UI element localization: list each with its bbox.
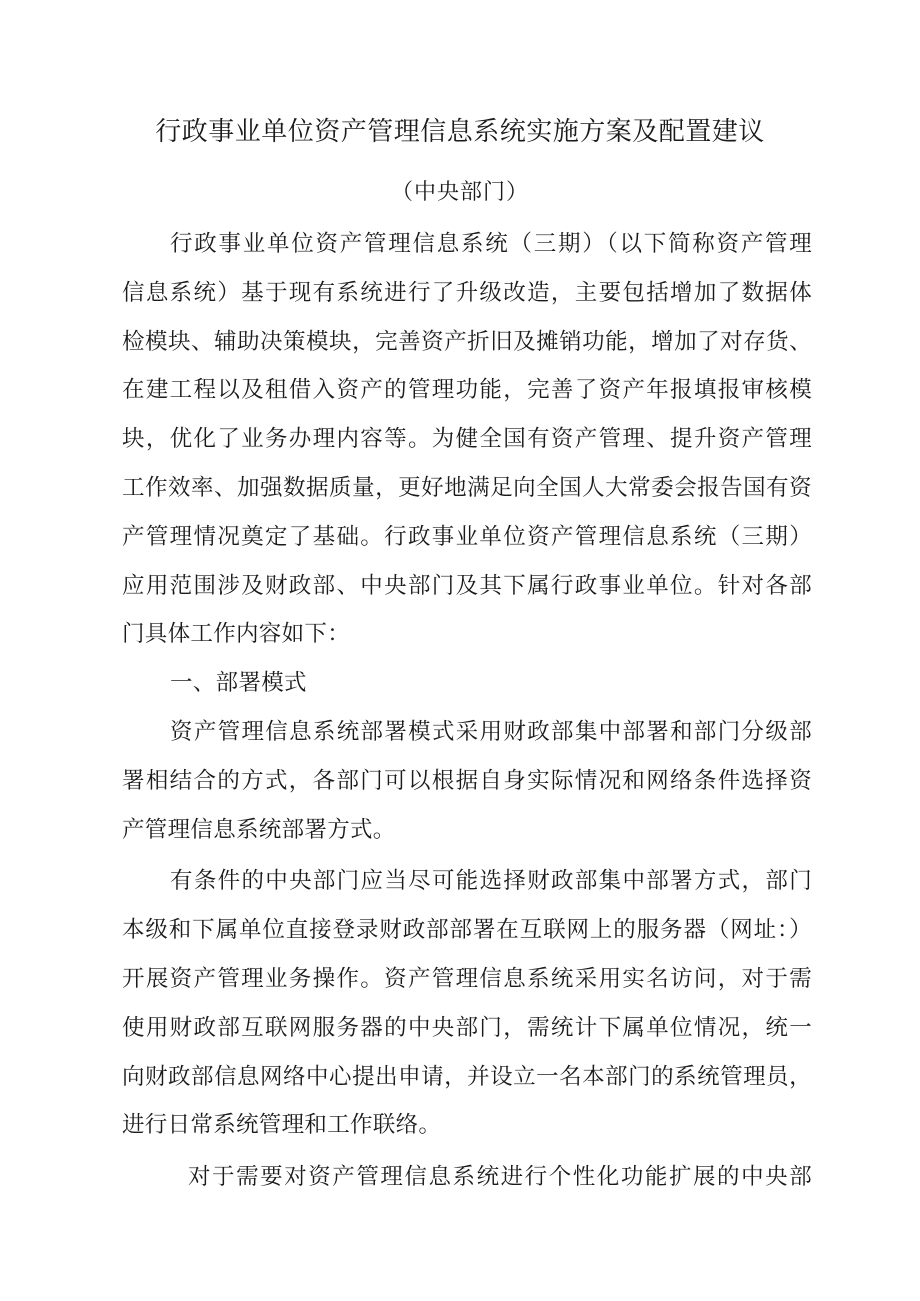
paragraph-line: 产管理情况奠定了基础。行政事业单位资产管理信息系统（三期） — [122, 523, 812, 550]
paragraph-line: 检模块、辅助决策模块，完善资产折旧及摊销功能，增加了对存货、 — [122, 328, 812, 355]
paragraph-line: 资产管理信息系统部署模式采用财政部集中部署和部门分级部 — [170, 718, 812, 745]
document-title: 行政事业单位资产管理信息系统实施方案及配置建议 — [155, 117, 765, 147]
paragraph-line: 行政事业单位资产管理信息系统（三期）（以下简称资产管理 — [170, 231, 812, 257]
paragraph-line: 使用财政部互联网服务器的中央部门，需统计下属单位情况，统一 — [122, 1014, 812, 1041]
paragraph-line: 工作效率、加强数据质量，更好地满足向全国人大常委会报告国有资 — [122, 474, 812, 501]
paragraph-line: 在建工程以及租借入资产的管理功能，完善了资产年报填报审核模 — [122, 377, 812, 404]
paragraph-line: 本级和下属单位直接登录财政部部署在互联网上的服务器（网址：） — [122, 917, 812, 944]
paragraph-line: 门具体工作内容如下： — [122, 621, 351, 648]
paragraph-line: 有条件的中央部门应当尽可能选择财政部集中部署方式，部门 — [170, 868, 812, 895]
paragraph-line: 块，优化了业务办理内容等。为健全国有资产管理、提升资产管理 — [122, 426, 812, 453]
paragraph-line: 对于需要对资产管理信息系统进行个性化功能扩展的中央部 — [188, 1164, 812, 1191]
paragraph-line: 开展资产管理业务操作。资产管理信息系统采用实名访问，对于需 — [122, 965, 812, 992]
paragraph-line: 信息系统）基于现有系统进行了升级改造，主要包括增加了数据体 — [122, 279, 812, 306]
document-subtitle: （中央部门） — [390, 180, 529, 205]
paragraph-line: 产管理信息系统部署方式。 — [122, 816, 396, 843]
section-heading: 一、部署模式 — [170, 670, 307, 697]
paragraph-line: 署相结合的方式，各部门可以根据自身实际情况和网络条件选择资 — [122, 767, 812, 794]
paragraph-line: 向财政部信息网络中心提出申请，并设立一名本部门的系统管理员， — [122, 1063, 812, 1090]
document-body — [122, 220, 812, 1202]
paragraph-line: 进行日常系统管理和工作联络。 — [122, 1112, 442, 1139]
paragraph-line: 应用范围涉及财政部、中央部门及其下属行政事业单位。针对各部 — [122, 572, 812, 599]
